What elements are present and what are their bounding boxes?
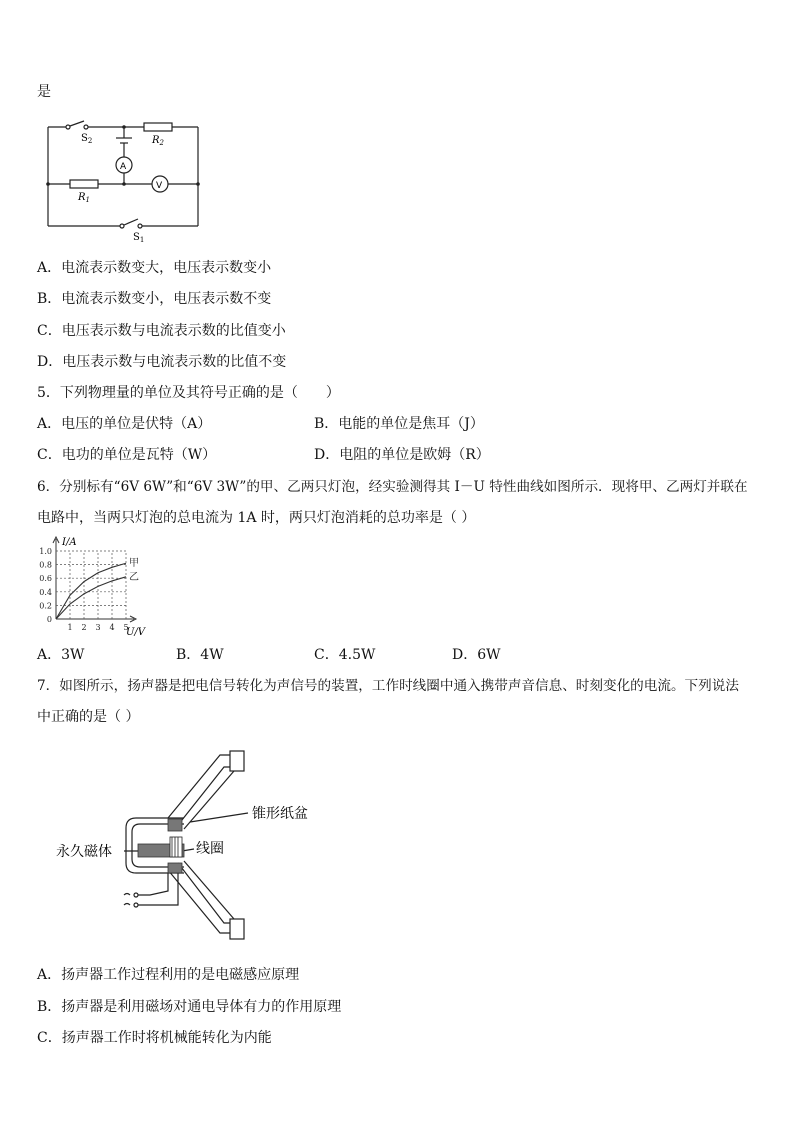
q4-option-c: C．电压表示数与电流表示数的比值变小 <box>37 323 286 339</box>
q6-option-d: D．6W <box>452 647 501 663</box>
y-tick-label: 0.2 <box>39 601 52 611</box>
q5-option-c: C．电功的单位是瓦特（W） <box>37 447 217 463</box>
series-label-1: 甲 <box>129 558 139 570</box>
x-tick-label: 4 <box>109 623 115 632</box>
x-tick-label: 2 <box>81 623 87 632</box>
resistor-r1 <box>70 180 98 188</box>
q6-stem-line2: 电路中，当两只灯泡的总电流为 1A 时，两只灯泡消耗的总功率是（ ） <box>37 510 476 526</box>
label-s1: $S_1$ <box>133 232 145 244</box>
q6-option-a: A．3W <box>37 647 85 663</box>
y-tick-label: 1.0 <box>39 547 52 556</box>
q5-option-d: D．电阻的单位是欧姆（R） <box>314 447 490 463</box>
y-tick-label: 0.4 <box>39 587 52 597</box>
question-continuation-text: 是 <box>37 84 51 100</box>
q5-stem: 5．下列物理量的单位及其符号正确的是（ ） <box>37 385 340 401</box>
q6-option-c: C．4.5W <box>314 647 376 663</box>
series-line-2 <box>56 577 126 619</box>
q6-option-b: B．4W <box>176 647 224 663</box>
y-tick-label: 0 <box>46 615 52 624</box>
circuit-diagram <box>40 113 210 245</box>
y-tick-label: 0.6 <box>39 574 52 584</box>
cone-label: 锥形纸盆 <box>252 806 308 822</box>
magnet-label: 永久磁体 <box>56 844 112 860</box>
series-line-1 <box>56 563 126 619</box>
iu-characteristic-chart <box>34 533 152 639</box>
cone-rim-bottom <box>230 919 244 939</box>
q7-option-b: B．扬声器是利用磁场对通电导体有力的作用原理 <box>37 999 342 1015</box>
cone-rim-top <box>230 751 244 771</box>
q4-option-b: B．电流表示数变小，电压表示数不变 <box>37 291 272 307</box>
x-axis-label: U/V <box>126 627 146 638</box>
pole-bottom <box>168 863 182 873</box>
cone-label-leader <box>190 813 248 822</box>
ammeter-label: A <box>120 162 127 172</box>
y-axis-label: I/A <box>62 537 77 548</box>
coil-label: 线圈 <box>196 841 224 857</box>
q4-option-a: A．电流表示数变大，电压表示数变小 <box>37 260 272 276</box>
label-r2: $R_2$ <box>152 135 164 147</box>
q6-stem-line1: 6．分别标有“6V 6W”和“6V 3W”的甲、乙两只灯泡，经实验测得其 I－U 特性曲线如图所示．现将甲、乙两灯并联在 <box>37 479 748 495</box>
x-tick-label: 3 <box>95 623 101 632</box>
q7-option-a: A．扬声器工作过程利用的是电磁感应原理 <box>37 967 300 983</box>
switch-s1-blade <box>124 219 138 225</box>
speaker-diagram <box>50 745 308 945</box>
x-tick-label: 5 <box>123 623 129 632</box>
label-s2: $S_2$ <box>81 133 93 145</box>
q5-option-a: A．电压的单位是伏特（A） <box>37 416 212 432</box>
q7-stem-line1: 7．如图所示，扬声器是把电信号转化为声信号的装置，工作时线圈中通入携带声音信息、时刻变化的电流。下列说法 <box>37 678 739 694</box>
resistor-r2 <box>144 123 172 131</box>
x-tick-label: 1 <box>67 623 73 632</box>
switch-s2-blade <box>70 121 84 126</box>
q7-stem-line2: 中正确的是（ ） <box>37 709 140 725</box>
q7-option-c: C．扬声器工作时将机械能转化为内能 <box>37 1030 272 1046</box>
label-r1: $R_1$ <box>78 192 90 204</box>
q5-option-b: B．电能的单位是焦耳（J） <box>314 416 484 432</box>
series-label-2: 乙 <box>129 571 139 583</box>
q4-option-d: D．电压表示数与电流表示数的比值不变 <box>37 354 287 370</box>
y-tick-label: 0.8 <box>39 560 52 570</box>
pole-top <box>168 819 182 831</box>
voltmeter-label: V <box>156 181 163 191</box>
